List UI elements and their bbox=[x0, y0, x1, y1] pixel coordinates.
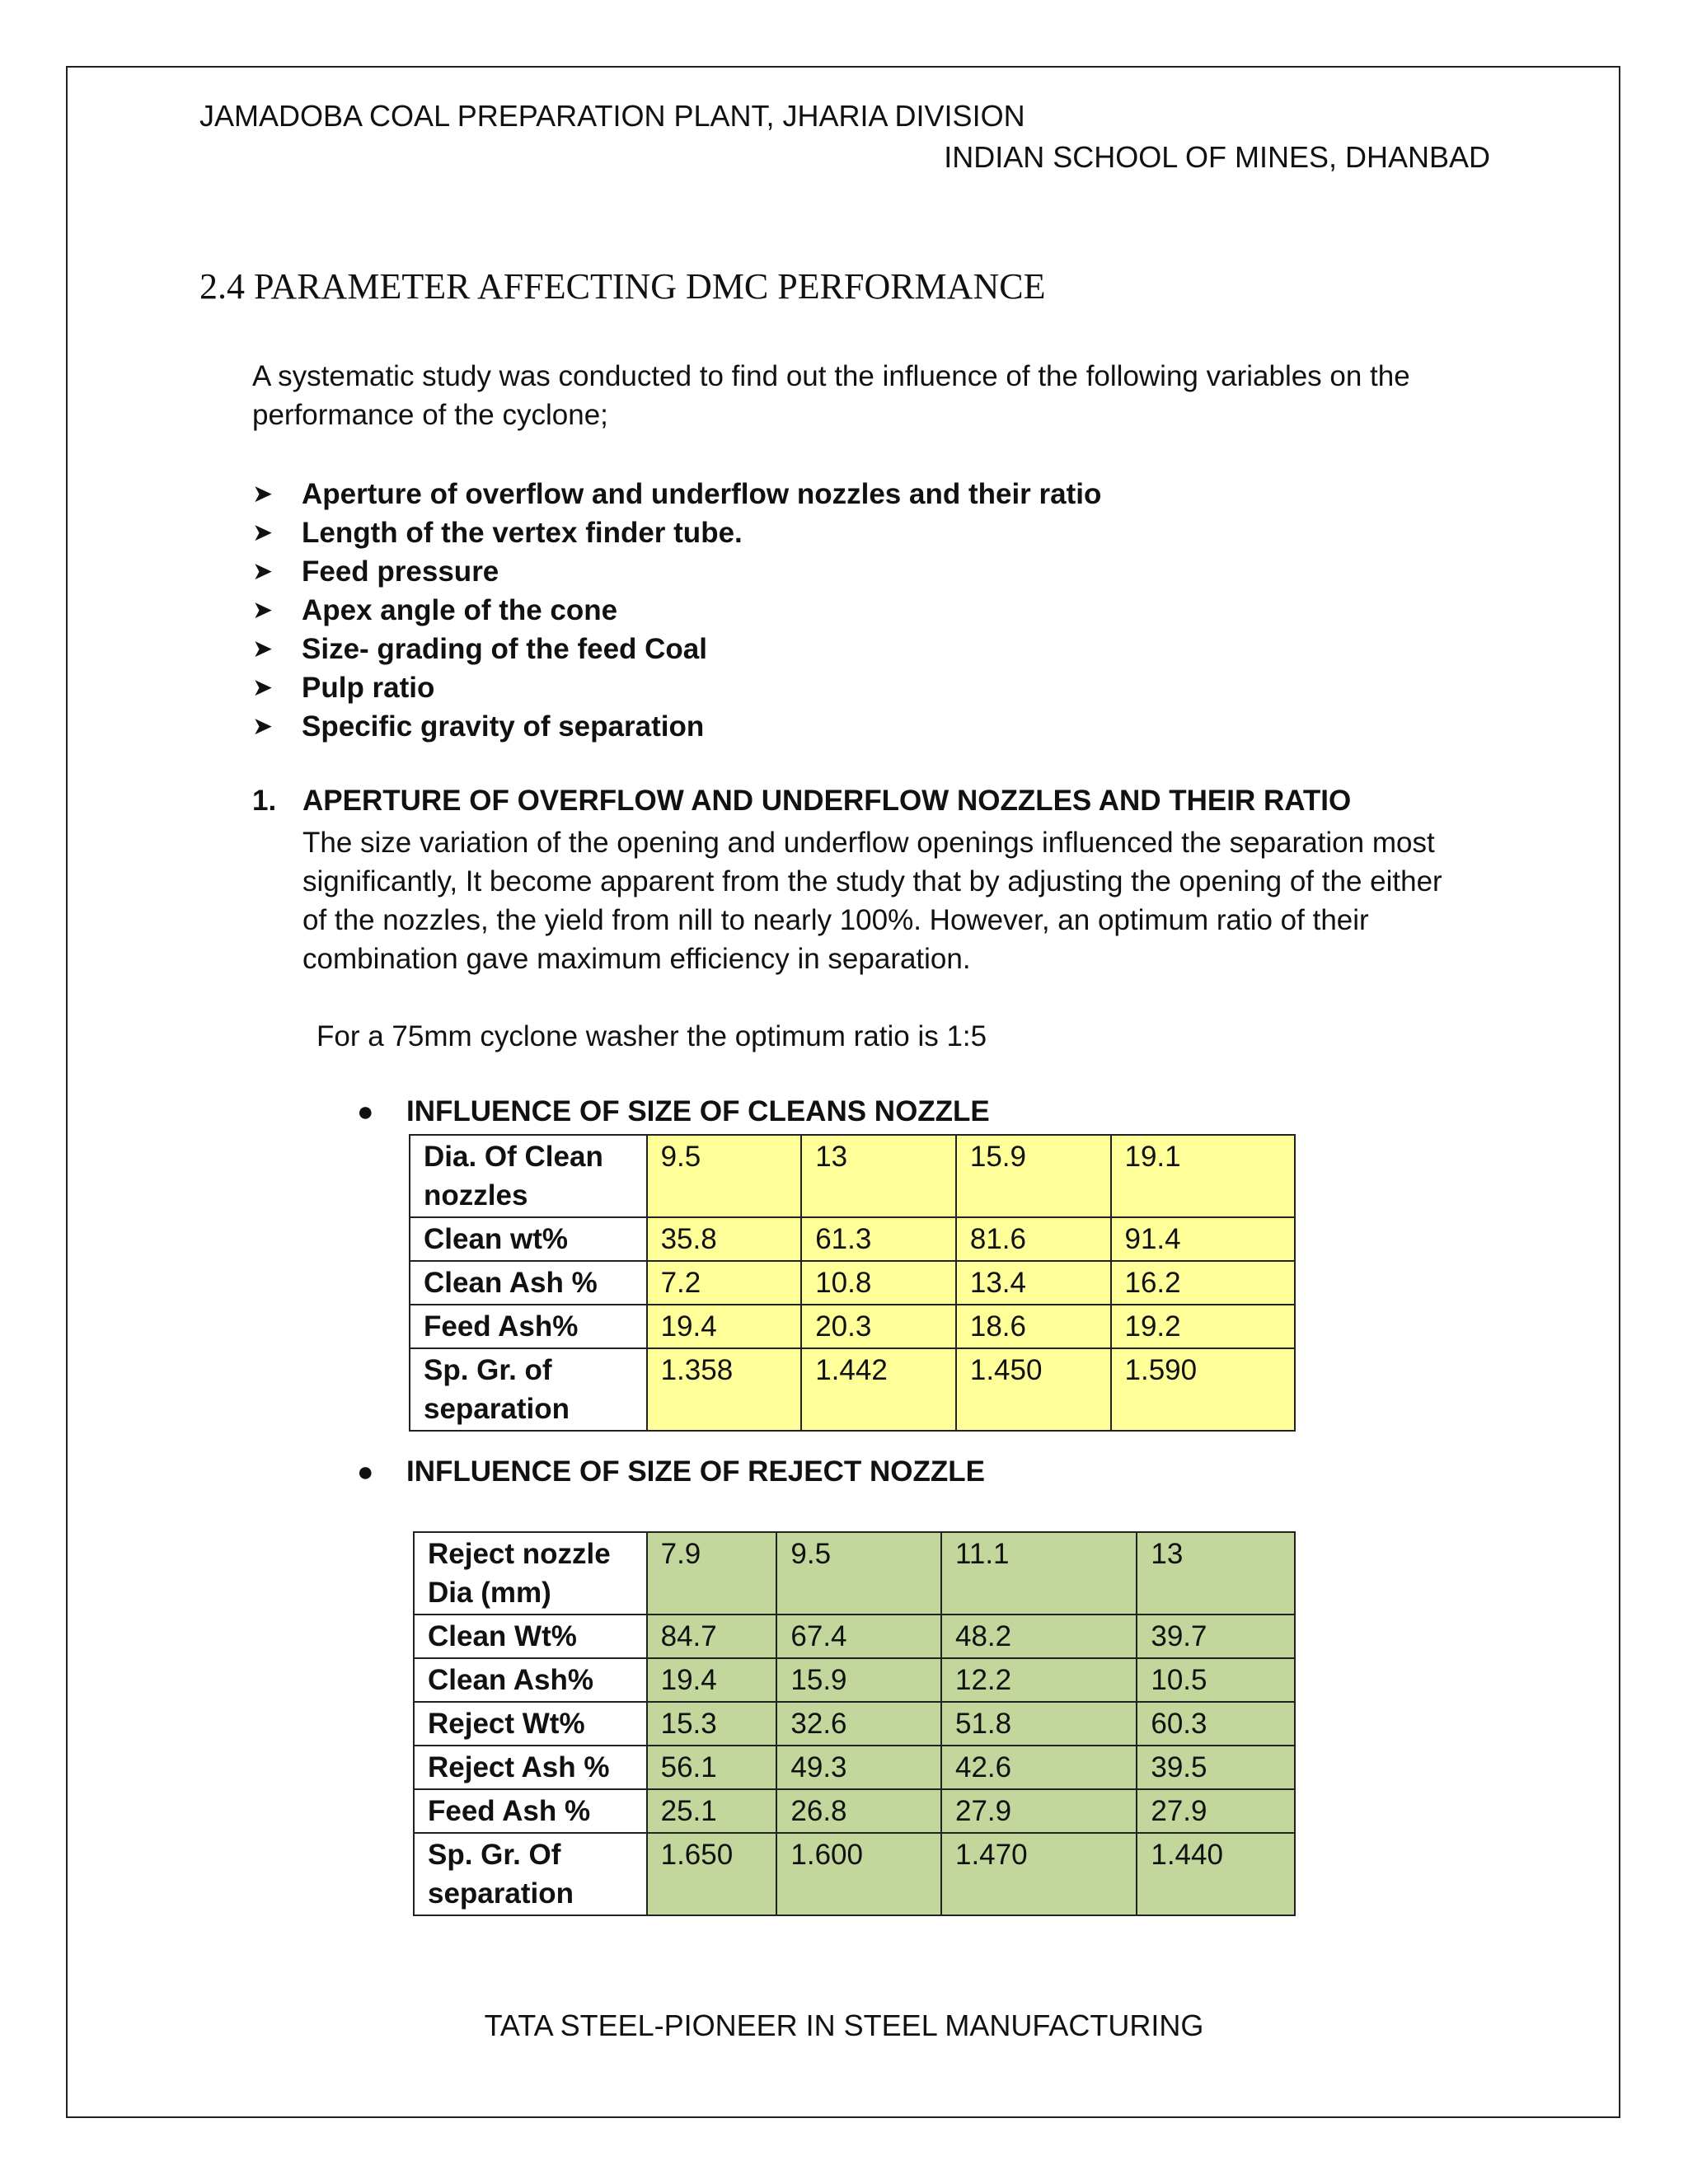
table-cell: 60.3 bbox=[1137, 1702, 1295, 1746]
table-cell: 9.5 bbox=[647, 1135, 802, 1217]
list-item bbox=[252, 591, 1101, 630]
clean-table-heading-text: INFLUENCE OF SIZE OF CLEANS NOZZLE bbox=[406, 1095, 990, 1127]
table-cell: 27.9 bbox=[941, 1789, 1137, 1833]
list-item bbox=[252, 630, 1101, 668]
table-cell: 35.8 bbox=[647, 1217, 802, 1261]
list-item bbox=[252, 707, 1101, 746]
table-cell: 10.5 bbox=[1137, 1658, 1295, 1702]
table-row bbox=[414, 1615, 1295, 1658]
point-number: 1. bbox=[252, 785, 277, 817]
list-item bbox=[252, 475, 1101, 513]
list-item-label: Pulp ratio bbox=[302, 672, 435, 704]
table-cell: 1.470 bbox=[941, 1833, 1137, 1915]
table-cell: 49.3 bbox=[776, 1746, 941, 1789]
row-label: Clean Ash% bbox=[414, 1658, 647, 1702]
arrow-bullet-icon: ➤ bbox=[252, 597, 274, 624]
row-label: Reject Ash % bbox=[414, 1746, 647, 1789]
table-cell: 19.4 bbox=[647, 1658, 777, 1702]
table-row bbox=[410, 1217, 1295, 1261]
table-row bbox=[414, 1532, 1295, 1615]
arrow-bullet-icon: ➤ bbox=[252, 519, 274, 546]
row-label: Feed Ash% bbox=[410, 1305, 647, 1348]
table-cell: 15.3 bbox=[647, 1702, 777, 1746]
table-cell: 20.3 bbox=[801, 1305, 956, 1348]
table-cell: 26.8 bbox=[776, 1789, 941, 1833]
table-cell: 56.1 bbox=[647, 1746, 777, 1789]
intro-paragraph bbox=[252, 357, 1489, 434]
table-cell: 1.440 bbox=[1137, 1833, 1295, 1915]
table-row bbox=[414, 1702, 1295, 1746]
table-row bbox=[414, 1746, 1295, 1789]
reject-table-heading bbox=[357, 1455, 985, 1488]
intro-line: A systematic study was conducted to find out the influence of the following variables on the bbox=[252, 360, 1410, 392]
table-cell: 39.5 bbox=[1137, 1746, 1295, 1789]
table-cell: 11.1 bbox=[941, 1532, 1137, 1615]
table-cell: 15.9 bbox=[776, 1658, 941, 1702]
table-cell: 48.2 bbox=[941, 1615, 1137, 1658]
ratio-note: For a 75mm cyclone washer the optimum ratio is 1:5 bbox=[316, 1020, 987, 1052]
variables-list bbox=[252, 475, 1101, 746]
clean-table-heading bbox=[357, 1095, 990, 1128]
body-line: of the nozzles, the yield from nill to nearly 100%. However, an optimum ratio of their bbox=[302, 904, 1369, 936]
list-item bbox=[252, 513, 1101, 552]
point-body bbox=[302, 823, 1522, 978]
clean-nozzle-table bbox=[409, 1134, 1296, 1432]
table-cell: 13 bbox=[1137, 1532, 1295, 1615]
table-cell: 12.2 bbox=[941, 1658, 1137, 1702]
list-item-label: Length of the vertex finder tube. bbox=[302, 517, 743, 549]
arrow-bullet-icon: ➤ bbox=[252, 713, 274, 740]
table-cell: 18.6 bbox=[956, 1305, 1111, 1348]
table-row bbox=[410, 1135, 1295, 1217]
table-cell: 9.5 bbox=[776, 1532, 941, 1615]
row-label: Clean Ash % bbox=[410, 1261, 647, 1305]
table-cell: 1.450 bbox=[956, 1348, 1111, 1431]
bullet-dot-icon: ● bbox=[357, 1455, 374, 1488]
intro-line: performance of the cyclone; bbox=[252, 399, 608, 431]
table-cell: 19.1 bbox=[1111, 1135, 1296, 1217]
table-cell: 19.2 bbox=[1111, 1305, 1296, 1348]
table-cell: 84.7 bbox=[647, 1615, 777, 1658]
row-label: Sp. Gr. Of separation bbox=[414, 1833, 647, 1915]
reject-table-heading-text: INFLUENCE OF SIZE OF REJECT NOZZLE bbox=[406, 1455, 985, 1488]
bullet-dot-icon: ● bbox=[357, 1095, 374, 1127]
table-row bbox=[414, 1833, 1295, 1915]
table-cell: 32.6 bbox=[776, 1702, 941, 1746]
table-cell: 7.9 bbox=[647, 1532, 777, 1615]
table-cell: 42.6 bbox=[941, 1746, 1137, 1789]
row-label: Dia. Of Clean nozzles bbox=[410, 1135, 647, 1217]
arrow-bullet-icon: ➤ bbox=[252, 674, 274, 701]
table-row bbox=[410, 1348, 1295, 1431]
table-row bbox=[410, 1305, 1295, 1348]
arrow-bullet-icon: ➤ bbox=[252, 635, 274, 663]
table-cell: 1.650 bbox=[647, 1833, 777, 1915]
row-label: Clean wt% bbox=[410, 1217, 647, 1261]
row-label: Feed Ash % bbox=[414, 1789, 647, 1833]
arrow-bullet-icon: ➤ bbox=[252, 480, 274, 508]
row-label: Reject Wt% bbox=[414, 1702, 647, 1746]
list-item-label: Feed pressure bbox=[302, 555, 499, 588]
table-cell: 61.3 bbox=[801, 1217, 956, 1261]
table-cell: 10.8 bbox=[801, 1261, 956, 1305]
table-row bbox=[414, 1789, 1295, 1833]
table-cell: 19.4 bbox=[647, 1305, 802, 1348]
table-cell: 91.4 bbox=[1111, 1217, 1296, 1261]
table-row bbox=[410, 1261, 1295, 1305]
row-label: Reject nozzle Dia (mm) bbox=[414, 1532, 647, 1615]
list-item-label: Specific gravity of separation bbox=[302, 710, 705, 743]
body-line: significantly, It become apparent from the study that by adjusting the opening of the either bbox=[302, 865, 1442, 898]
row-label: Clean Wt% bbox=[414, 1615, 647, 1658]
point-heading bbox=[252, 785, 1351, 818]
table-cell: 16.2 bbox=[1111, 1261, 1296, 1305]
table-cell: 13 bbox=[801, 1135, 956, 1217]
point-heading-text: APERTURE OF OVERFLOW AND UNDERFLOW NOZZLES AND THEIR RATIO bbox=[302, 785, 1352, 817]
table-row bbox=[414, 1658, 1295, 1702]
table-cell: 15.9 bbox=[956, 1135, 1111, 1217]
table-cell: 81.6 bbox=[956, 1217, 1111, 1261]
list-item bbox=[252, 552, 1101, 591]
body-line: combination gave maximum efficiency in separation. bbox=[302, 943, 971, 975]
table-cell: 27.9 bbox=[1137, 1789, 1295, 1833]
table-cell: 1.358 bbox=[647, 1348, 802, 1431]
table-cell: 1.600 bbox=[776, 1833, 941, 1915]
body-line: The size variation of the opening and underflow openings influenced the separation most bbox=[302, 827, 1435, 859]
row-label: Sp. Gr. of separation bbox=[410, 1348, 647, 1431]
header-right: INDIAN SCHOOL OF MINES, DHANBAD bbox=[944, 140, 1490, 174]
table-cell: 39.7 bbox=[1137, 1615, 1295, 1658]
table-cell: 13.4 bbox=[956, 1261, 1111, 1305]
arrow-bullet-icon: ➤ bbox=[252, 558, 274, 585]
list-item-label: Apex angle of the cone bbox=[302, 594, 618, 626]
list-item-label: Aperture of overflow and underflow nozzles and their ratio bbox=[302, 478, 1102, 510]
reject-nozzle-table bbox=[413, 1531, 1296, 1916]
table-cell: 1.442 bbox=[801, 1348, 956, 1431]
table-cell: 51.8 bbox=[941, 1702, 1137, 1746]
table-cell: 67.4 bbox=[776, 1615, 941, 1658]
list-item-label: Size- grading of the feed Coal bbox=[302, 633, 707, 665]
header-left: JAMADOBA COAL PREPARATION PLANT, JHARIA DIVISION bbox=[199, 99, 1025, 133]
table-cell: 25.1 bbox=[647, 1789, 777, 1833]
page-footer: TATA STEEL-PIONEER IN STEEL MANUFACTURING bbox=[484, 2008, 1204, 2042]
list-item bbox=[252, 668, 1101, 707]
section-title: 2.4 PARAMETER AFFECTING DMC PERFORMANCE bbox=[199, 266, 1046, 307]
table-cell: 7.2 bbox=[647, 1261, 802, 1305]
table-cell: 1.590 bbox=[1111, 1348, 1296, 1431]
